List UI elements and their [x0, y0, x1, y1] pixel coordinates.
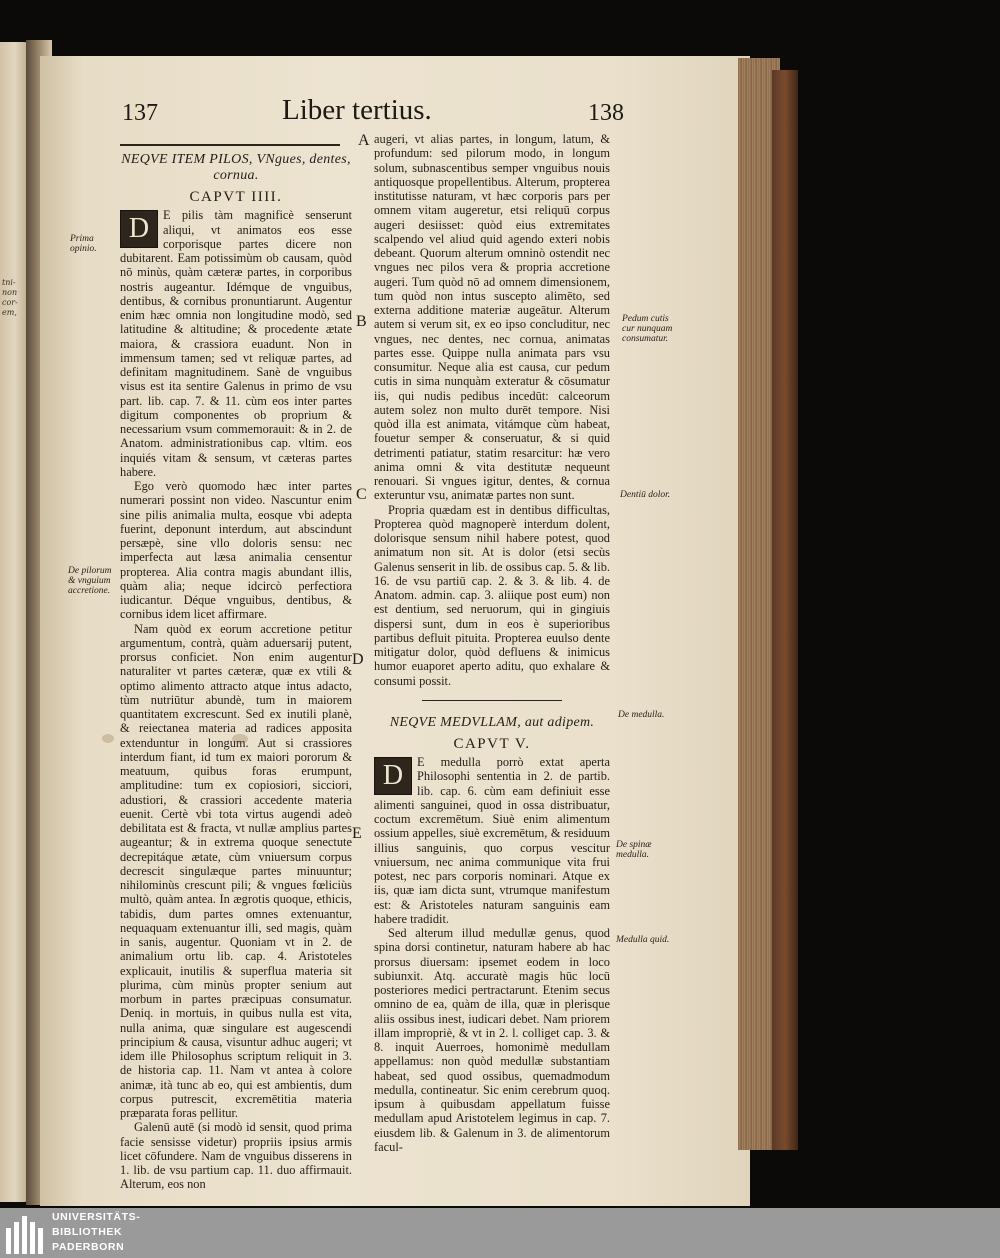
- left-page-fragment: cor-: [2, 298, 18, 307]
- section-letter: B: [356, 313, 367, 330]
- section-rule: [422, 700, 562, 701]
- left-page-fragment: em,: [2, 308, 17, 317]
- decorated-initial: D: [120, 210, 158, 248]
- paragraph: Galenū autē (si modò id sensit, quod prima facie sensisse videtur) propriis ipsius armis licet cōfundere. Nam de vnguibus disserens in 1. lib. de vsu partium cap. 11. duo affirmauit. Alterum, eos non: [120, 1120, 352, 1192]
- left-column: [120, 152, 352, 1192]
- section-letter: E: [352, 825, 362, 842]
- paragraph: augeri, vt alias partes, in longum, latum, & profundum: sed pilorum modo, in longum solum, subnascentibus semper vnguibus nouis antiquosque propellentibus. Alterum, propterea institutisse naturam, vt hæc corporis pars per omnem vitam augeretur, etsi reliquū corpus augeri desiisset: quòd eius extremitates scalpendo vel aliud quid agendo exteri nobis debeant. Quorum alterum omninò ostendit nec vngues nec pilos vera & propria accretione augeri. Tum quòd nō ad omnem dimensionem, tum quòd non intus suscepto alimēto, sed externa additione materiæ augeātur. Alterum autem si verum sit, ex eo ipso concluditur, nec vngues, nec dentes, nec cornua, animatas partes esse. Quippe nulla animata pars vsu consumitur. Neque alia est causa, cur pedum cutis in sima nunquàm exteratur & cōsumatur iis, qui nudis pedibus incedūt: calceorum autem solez non multo durēt tempore. Nisi quòd illa est animata, vitámque cùm habeat, fouetur semper & conseruatur, & si quid detrimenti patiatur, statim resarcitur: hæ vero anima omni & vita destitutæ nequeunt renouari. Si vngues igitur, dentes, & cornua exteruntur vsu, animatæ partes non sunt.: [374, 132, 610, 503]
- page-number-left: 137: [122, 100, 158, 126]
- ink-stain: [102, 734, 114, 743]
- left-page-fragment: non: [2, 288, 18, 297]
- header-rule-left: [120, 144, 340, 146]
- margin-note: De spinæ medulla.: [616, 840, 652, 860]
- chapter-heading: CAPVT V.: [453, 735, 531, 752]
- right-column: [374, 132, 610, 1154]
- paragraph: Propria quædam est in dentibus difficultas, Propterea quòd magnoperè interdum dolent, dolorisque sensum nihil habere potest, quod animatum non sit. At is dolor (etsi secùs Galenus senserit in lib. de ossibus cap. 5. & lib. 16. de vsu partiū cap. 2. & 3. & lib. 4. de Anatom. admin. cap. 3. aliique post eum) non est dentium, sed neruorum, qui in gingiuis dispersi sunt, dum in eos è superioribus partibus defluit pituita. Propterea euulso dente mitigatur dolor, quòd defluens & inimicus humor euaporet aperto aditu, quo exhalare & consumi possit.: [374, 502, 610, 688]
- paragraph: E medulla porrò extat aperta Philosophi sententia in 2. de partib. lib. cap. 6. cùm eam definiuit esse alimenti sanguinei, quod in ossa distribuatur, coctum excremētum. Siuè enim alimentum ossium appelles, siuè excremētum, & residuum illius sanguinis, quo corpus vescitur vniuersum, nec anima communique vita frui potest, nec pars corporis nominari. Atque ex iis, quæ iam dicta sunt, vtrumque manifestum est: & Aristoteles naturam sanguinis eam habere tradidit.: [374, 755, 610, 926]
- decorated-initial: D: [374, 757, 412, 795]
- chapter-heading: CAPVT IIII.: [189, 189, 283, 205]
- margin-note: Prima opinio.: [70, 234, 97, 254]
- paragraph: Nam quòd ex eorum accretione petitur argumentum, contrà, quàm aduersarij putent, prorsus conficiet. Non enim augentur naturaliter vt partes cæteræ, quæ ex vtili & optimo alimento attracto atque intus adacto, tùm nutriūtur abundè, tum in maiorem quantitatem excrescunt. Sed ex inutili planè, & reiectanea materia ad radices apposita extenduntur in longum. Aut si crassiores interdum fiant, id tum ex maiori pororum & meatuum, quibus foras erumpunt, amplitudine: tum ex copiosiori, sicciori, adustiori, & crassiori accedente materia euenit. Certè vbi tota virtus augendi adeò debilitata est & fracta, vt nullæ amplius partes augeantur; & in extrema quoque senectute decrepitáque ætate, cùm vniuersum corpus decrescit singulæque partes minuuntur; nihilominùs crescunt pili; & vngues fœliciùs multò, quàm antea. In ægrotis quoque, ethicis, tabidis, dum partes omnes extenuantur, nequaquam extenuantur illi, sed magis, quàm in sanis, augentur. Quoniam vt in 2. de animalium ortu lib. cap. 4. Aristoteles explicauit, inutilis & superflua materia sit plurima, cùm minùs propter senium aut morbum in partes præcipuas consumatur. Deniq. in mortuis, in quibus nulla est vita, nulla anima, quæ singulare est augescendi principium & causa, visuntur adhuc augeri; vt idem ille Philosophus scriptum reliquit in 3. de historia cap. 11. Nam vt antea à colore animæ, ità tunc ab eo, qui est ambientis, dum corpus putrescit, excremētitia materia præparata foras pellitur.: [120, 621, 352, 1120]
- section-title: NEQVE MEDVLLAM, aut adipem.: [389, 714, 595, 730]
- margin-note: De pilorum & vnguium accretione.: [68, 566, 112, 596]
- paragraph: Ego verò quomodo hæc inter partes numerari possint non video. Nascuntur enim sine pilis animalia multa, eosque vbi adepta fuerint, deponunt interdum, aut abscindunt persæpè, sine vllo doloris sensu: nec imperfecta aut læsa animalia censentur propterea. Alia contra magis abundant illis, quàm alia; neque idcircò perfectiora iudicantur. Déque vnguibus, dentibus, & cornibus idem licet affirmare.: [120, 479, 352, 622]
- section-letter: A: [358, 132, 370, 149]
- library-logo-icon: [6, 1212, 46, 1254]
- section-letter: D: [352, 651, 364, 668]
- running-title: Liber tertius.: [282, 94, 432, 126]
- library-name: [52, 1210, 140, 1255]
- library-banner: [0, 1208, 1000, 1258]
- margin-note: De medulla.: [618, 710, 665, 720]
- page-number-right: 138: [588, 100, 624, 126]
- left-page-fragment: tni-: [2, 278, 16, 287]
- ink-stain: [232, 734, 248, 744]
- library-name-line: BIBLIOTHEK: [52, 1226, 123, 1238]
- library-name-line: PADERBORN: [52, 1241, 125, 1253]
- paragraph: Sed alterum illud medullæ genus, quod spina dorsi continetur, naturam habere ab hac prorsus diuersam: ipsemet eodem in loco subiunxit. Atq. accuratè magis hūc locū posteriores medici pertractarunt. Etenim secus omnino de ea, quàm de illa, quæ in plerisque aliis ossibus inest, iudicari debet. Nam priorem illam impropriè, & vt in 2. l. colliget cap. 3. & 8. inquit Auerroes, homonimè medullam appellamus: non quòd medullæ substantiam habeat, sed quod ossibus, quemadmodum medulla, contineatur. Sic enim cerebrum quoq. ipsum à quibusdam appellatum fuisse medullam apud Aristotelem legimus in cap. 7. eiusdem lib. & Galenum in 3. de alimentorum facul-: [374, 926, 610, 1154]
- section-title: NEQVE ITEM PILOS, VNgues, dentes, cornua.: [121, 152, 351, 183]
- margin-note: Pedum cutis cur nunquam consumatur.: [622, 314, 673, 344]
- library-name-line: UNIVERSITÄTS-: [52, 1211, 141, 1223]
- margin-note: Dentiū dolor.: [620, 490, 671, 500]
- margin-note: Medulla quid.: [616, 935, 670, 945]
- paragraph: E pilis tàm magnificè senserunt aliqui, vt animatos eos esse corporisque partes dicere non dubitarent. Eam potissimùm ob causam, quòd nō minùs, quàm cæteræ partes, in corporibus nostris augeantur. Idémque de vnguibus, dentibus, & cornibus pronuntiarunt. Augentur enim hæc omnia non longitudine modò, sed latitudine & altitudine; & procedente ætate maiora, & crassiora euadunt. Non in immensum tamen; sed vt reliquæ partes, ad definitam magnitudinem. Sanè de vnguibus visus est ita sentire Galenus in primo de vsu part. lib. cap. 7. & 11. cùm eos inter partes digitum componentes ob proprium & necessarium vsum commemorauit: & in 2. de Anatom. administrationibus cap. vltim. eos inquiés vitam & sensum, vt cæteras partes habere.: [120, 208, 352, 479]
- book-cover: [772, 70, 798, 1150]
- section-letter: C: [356, 486, 367, 503]
